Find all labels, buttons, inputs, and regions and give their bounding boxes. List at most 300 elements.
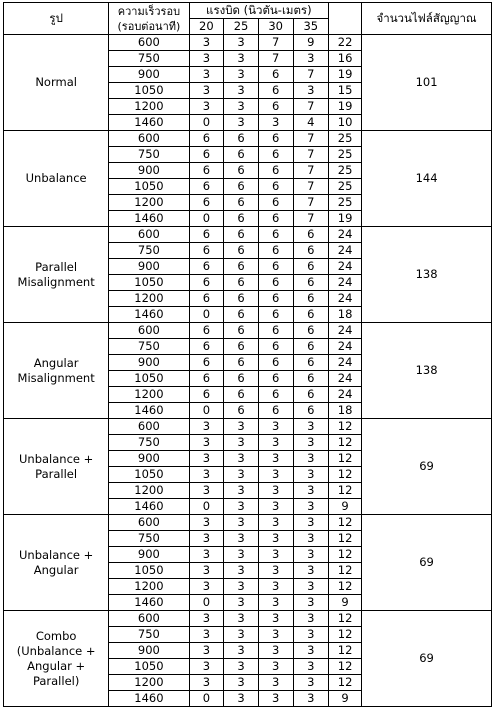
torque-cell: 3 [293,515,329,531]
torque-cell: 3 [224,115,259,131]
torque-cell: 3 [258,435,293,451]
torque-cell: 6 [224,147,259,163]
torque-cell: 6 [258,83,293,99]
torque-cell: 3 [293,675,329,691]
torque-cell: 3 [293,563,329,579]
torque-cell: 3 [293,51,329,67]
torque-cell: 3 [224,83,259,99]
torque-cell: 6 [293,355,329,371]
torque-cell: 3 [189,531,224,547]
torque-cell: 3 [293,531,329,547]
speed-cell: 600 [109,131,189,147]
torque-cell: 0 [189,115,224,131]
torque-cell: 3 [224,499,259,515]
row-count-cell: 12 [329,627,362,643]
torque-cell: 3 [224,643,259,659]
speed-cell: 1460 [109,691,189,707]
torque-cell: 6 [224,275,259,291]
torque-cell: 3 [258,451,293,467]
fault-type-line: Normal [35,75,77,89]
torque-cell: 3 [258,515,293,531]
torque-cell: 3 [293,435,329,451]
torque-cell: 6 [258,371,293,387]
header-torque-value: 25 [224,19,259,35]
header-speed-line2: (รอบต่อนาที) [117,19,181,33]
torque-cell: 0 [189,403,224,419]
torque-cell: 6 [189,387,224,403]
speed-cell: 750 [109,339,189,355]
torque-cell: 3 [224,467,259,483]
row-count-cell: 12 [329,611,362,627]
torque-cell: 6 [258,339,293,355]
torque-cell: 3 [224,611,259,627]
fault-type-line: Angular [33,562,79,577]
row-count-cell: 24 [329,291,362,307]
speed-cell: 1200 [109,99,189,115]
torque-cell: 6 [189,131,224,147]
fault-type-line: (Unbalance + [16,643,96,658]
speed-cell: 1460 [109,211,189,227]
table-row [4,227,492,243]
header-speed-line1: ความเร็วรอบ [117,4,181,18]
speed-cell: 1460 [109,115,189,131]
speed-cell: 600 [109,419,189,435]
torque-cell: 6 [224,323,259,339]
torque-cell: 9 [293,35,329,51]
file-total-cell: 101 [362,35,492,131]
torque-cell: 6 [293,371,329,387]
speed-cell: 900 [109,451,189,467]
speed-cell: 750 [109,435,189,451]
torque-cell: 6 [224,339,259,355]
row-count-cell: 24 [329,275,362,291]
torque-cell: 6 [258,195,293,211]
torque-cell: 3 [224,99,259,115]
torque-cell: 3 [224,451,259,467]
row-count-cell: 25 [329,163,362,179]
row-count-cell: 16 [329,51,362,67]
speed-cell: 900 [109,259,189,275]
torque-cell: 3 [224,547,259,563]
torque-cell: 6 [189,163,224,179]
torque-cell: 6 [258,307,293,323]
row-count-cell: 24 [329,387,362,403]
fault-type-line: Angular [33,355,79,370]
torque-cell: 6 [258,147,293,163]
torque-cell: 3 [189,563,224,579]
torque-cell: 6 [224,131,259,147]
torque-cell: 6 [258,67,293,83]
torque-cell: 3 [258,659,293,675]
row-count-cell: 24 [329,371,362,387]
torque-cell: 3 [293,579,329,595]
fault-type-cell [4,515,109,611]
torque-cell: 0 [189,499,224,515]
torque-cell: 6 [258,211,293,227]
torque-cell: 6 [258,163,293,179]
speed-cell: 1200 [109,195,189,211]
torque-cell: 3 [189,659,224,675]
torque-cell: 6 [293,291,329,307]
torque-cell: 3 [293,595,329,611]
row-count-cell: 10 [329,115,362,131]
file-total-cell: 69 [362,419,492,515]
row-count-cell: 12 [329,451,362,467]
row-count-cell: 22 [329,35,362,51]
torque-cell: 6 [293,323,329,339]
torque-cell: 6 [258,227,293,243]
torque-cell: 3 [293,611,329,627]
torque-cell: 3 [189,451,224,467]
torque-cell: 3 [224,51,259,67]
fault-type-line: Unbalance + [18,451,94,466]
header-type: รูป [4,3,109,35]
row-count-cell: 9 [329,595,362,611]
torque-cell: 6 [258,243,293,259]
torque-cell: 3 [224,35,259,51]
torque-cell: 3 [224,579,259,595]
torque-cell: 3 [293,451,329,467]
row-count-cell: 12 [329,419,362,435]
torque-cell: 3 [224,691,259,707]
fault-type-cell [4,131,109,227]
torque-cell: 3 [293,499,329,515]
torque-cell: 6 [224,211,259,227]
speed-cell: 1050 [109,275,189,291]
torque-cell: 6 [258,131,293,147]
row-count-cell: 19 [329,99,362,115]
speed-cell: 600 [109,611,189,627]
fault-type-line: Parallel [35,466,78,481]
torque-cell: 6 [258,355,293,371]
torque-cell: 6 [189,323,224,339]
torque-cell: 3 [189,579,224,595]
torque-cell: 6 [189,291,224,307]
row-count-cell: 12 [329,563,362,579]
speed-cell: 900 [109,163,189,179]
row-count-cell: 24 [329,323,362,339]
row-count-cell: 24 [329,355,362,371]
torque-cell: 3 [258,579,293,595]
row-count-cell: 12 [329,515,362,531]
torque-cell: 6 [224,259,259,275]
torque-cell: 3 [258,115,293,131]
torque-cell: 6 [293,243,329,259]
file-total-cell: 69 [362,515,492,611]
table-row [4,131,492,147]
speed-cell: 900 [109,67,189,83]
row-count-cell: 24 [329,339,362,355]
torque-cell: 6 [189,371,224,387]
speed-cell: 900 [109,643,189,659]
fault-type-cell [4,611,109,707]
torque-cell: 6 [189,195,224,211]
torque-cell: 3 [189,483,224,499]
torque-cell: 3 [293,483,329,499]
torque-cell: 7 [293,67,329,83]
torque-cell: 3 [258,467,293,483]
torque-cell: 0 [189,595,224,611]
torque-cell: 3 [224,419,259,435]
speed-cell: 900 [109,355,189,371]
torque-cell: 3 [224,595,259,611]
fault-type-line: Misalignment [17,370,95,385]
row-count-cell: 18 [329,307,362,323]
torque-cell: 3 [293,419,329,435]
torque-cell: 3 [224,67,259,83]
torque-cell: 7 [258,35,293,51]
torque-cell: 6 [189,355,224,371]
table-row [4,35,492,51]
row-count-cell: 25 [329,179,362,195]
torque-cell: 3 [189,627,224,643]
torque-cell: 6 [224,179,259,195]
row-count-cell: 24 [329,227,362,243]
torque-cell: 3 [258,499,293,515]
table-row [4,611,492,627]
torque-cell: 7 [293,163,329,179]
torque-cell: 6 [258,403,293,419]
row-count-cell: 12 [329,483,362,499]
fault-type-line: Parallel) [32,673,80,688]
torque-cell: 3 [189,643,224,659]
torque-cell: 6 [224,163,259,179]
fault-type-line: Parallel [35,259,78,274]
torque-cell: 6 [224,355,259,371]
speed-cell: 1050 [109,467,189,483]
torque-cell: 6 [258,179,293,195]
row-count-cell: 12 [329,579,362,595]
torque-cell: 7 [293,147,329,163]
fault-type-line: Angular + [27,658,86,673]
torque-cell: 6 [189,275,224,291]
torque-cell: 7 [293,195,329,211]
torque-cell: 0 [189,211,224,227]
document-page [3,2,492,707]
torque-cell: 6 [293,275,329,291]
row-count-cell: 19 [329,67,362,83]
table-row [4,323,492,339]
torque-cell: 6 [293,403,329,419]
torque-cell: 3 [189,35,224,51]
torque-cell: 6 [258,99,293,115]
header-torque-value: 20 [189,19,224,35]
torque-cell: 6 [189,243,224,259]
row-count-cell: 9 [329,691,362,707]
torque-cell: 6 [293,339,329,355]
torque-cell: 3 [258,595,293,611]
torque-cell: 3 [224,515,259,531]
speed-cell: 1200 [109,387,189,403]
torque-cell: 6 [224,387,259,403]
file-total-cell: 144 [362,131,492,227]
torque-cell: 6 [258,387,293,403]
torque-cell: 6 [258,291,293,307]
header-speed [109,3,189,35]
torque-cell: 7 [293,211,329,227]
fault-type-cell [4,227,109,323]
torque-cell: 6 [224,371,259,387]
torque-cell: 3 [189,467,224,483]
torque-cell: 3 [189,675,224,691]
table-header [4,3,492,35]
fault-type-line: Combo [35,628,77,643]
torque-cell: 6 [224,227,259,243]
fault-type-cell [4,323,109,419]
torque-cell: 3 [293,659,329,675]
torque-cell: 3 [224,435,259,451]
torque-cell: 6 [224,403,259,419]
speed-cell: 1050 [109,83,189,99]
speed-cell: 1050 [109,659,189,675]
torque-cell: 6 [189,147,224,163]
torque-cell: 6 [224,243,259,259]
row-count-cell: 25 [329,147,362,163]
torque-cell: 0 [189,691,224,707]
row-count-cell: 25 [329,195,362,211]
torque-cell: 3 [224,627,259,643]
header-torque: แรงบิด (นิวตัน-เมตร) [189,3,329,19]
torque-cell: 3 [258,675,293,691]
table-body [4,35,492,707]
speed-cell: 750 [109,243,189,259]
torque-cell: 6 [224,291,259,307]
torque-cell: 6 [258,275,293,291]
torque-cell: 6 [224,307,259,323]
row-count-cell: 19 [329,211,362,227]
row-count-cell: 9 [329,499,362,515]
speed-cell: 600 [109,323,189,339]
torque-cell: 3 [258,563,293,579]
fault-type-line: Misalignment [17,274,95,289]
torque-cell: 6 [293,307,329,323]
speed-cell: 900 [109,547,189,563]
torque-cell: 6 [189,227,224,243]
torque-cell: 3 [224,563,259,579]
speed-cell: 1050 [109,371,189,387]
speed-cell: 1200 [109,579,189,595]
speed-cell: 1460 [109,499,189,515]
torque-cell: 3 [224,531,259,547]
torque-cell: 6 [189,179,224,195]
fault-type-cell [4,419,109,515]
torque-cell: 6 [189,339,224,355]
torque-cell: 3 [293,691,329,707]
torque-cell: 3 [189,515,224,531]
torque-cell: 3 [258,547,293,563]
torque-cell: 3 [258,643,293,659]
torque-cell: 3 [189,435,224,451]
fault-type-line: Unbalance [25,171,87,185]
row-count-cell: 15 [329,83,362,99]
row-count-cell: 12 [329,435,362,451]
torque-cell: 6 [224,195,259,211]
speed-cell: 1050 [109,179,189,195]
dataset-table [3,2,492,707]
speed-cell: 1460 [109,595,189,611]
row-count-cell: 18 [329,403,362,419]
file-total-cell: 69 [362,611,492,707]
torque-cell: 3 [293,467,329,483]
torque-cell: 3 [189,99,224,115]
torque-cell: 7 [293,179,329,195]
table-row [4,515,492,531]
speed-cell: 1460 [109,307,189,323]
torque-cell: 3 [224,483,259,499]
torque-cell: 3 [293,643,329,659]
torque-cell: 3 [224,659,259,675]
header-count-blank [329,3,362,35]
torque-cell: 3 [258,483,293,499]
torque-cell: 3 [293,627,329,643]
speed-cell: 600 [109,515,189,531]
row-count-cell: 24 [329,243,362,259]
fault-type-line: Unbalance + [18,547,94,562]
table-row [4,419,492,435]
torque-cell: 3 [258,419,293,435]
torque-cell: 3 [293,83,329,99]
torque-cell: 3 [293,547,329,563]
row-count-cell: 25 [329,131,362,147]
row-count-cell: 12 [329,467,362,483]
torque-cell: 3 [189,67,224,83]
torque-cell: 3 [258,611,293,627]
torque-cell: 6 [189,259,224,275]
speed-cell: 1200 [109,675,189,691]
torque-cell: 4 [293,115,329,131]
torque-cell: 0 [189,307,224,323]
torque-cell: 6 [293,387,329,403]
header-torque-value: 30 [258,19,293,35]
row-count-cell: 12 [329,659,362,675]
speed-cell: 600 [109,35,189,51]
speed-cell: 1200 [109,483,189,499]
fault-type-cell [4,35,109,131]
torque-cell: 7 [258,51,293,67]
torque-cell: 3 [258,627,293,643]
row-count-cell: 24 [329,259,362,275]
speed-cell: 1050 [109,563,189,579]
speed-cell: 750 [109,627,189,643]
torque-cell: 6 [258,323,293,339]
torque-cell: 6 [293,227,329,243]
torque-cell: 3 [189,547,224,563]
header-files: จำนวนไฟล์สัญญาณ [362,3,492,35]
speed-cell: 750 [109,147,189,163]
speed-cell: 750 [109,531,189,547]
torque-cell: 6 [258,259,293,275]
row-count-cell: 12 [329,547,362,563]
file-total-cell: 138 [362,227,492,323]
row-count-cell: 12 [329,643,362,659]
speed-cell: 1200 [109,291,189,307]
row-count-cell: 12 [329,531,362,547]
row-count-cell: 12 [329,675,362,691]
torque-cell: 3 [189,611,224,627]
torque-cell: 6 [293,259,329,275]
torque-cell: 3 [258,531,293,547]
speed-cell: 1460 [109,403,189,419]
speed-cell: 750 [109,51,189,67]
file-total-cell: 138 [362,323,492,419]
torque-cell: 3 [189,51,224,67]
torque-cell: 7 [293,131,329,147]
speed-cell: 600 [109,227,189,243]
header-torque-value: 35 [293,19,329,35]
torque-cell: 7 [293,99,329,115]
torque-cell: 3 [189,83,224,99]
torque-cell: 3 [258,691,293,707]
